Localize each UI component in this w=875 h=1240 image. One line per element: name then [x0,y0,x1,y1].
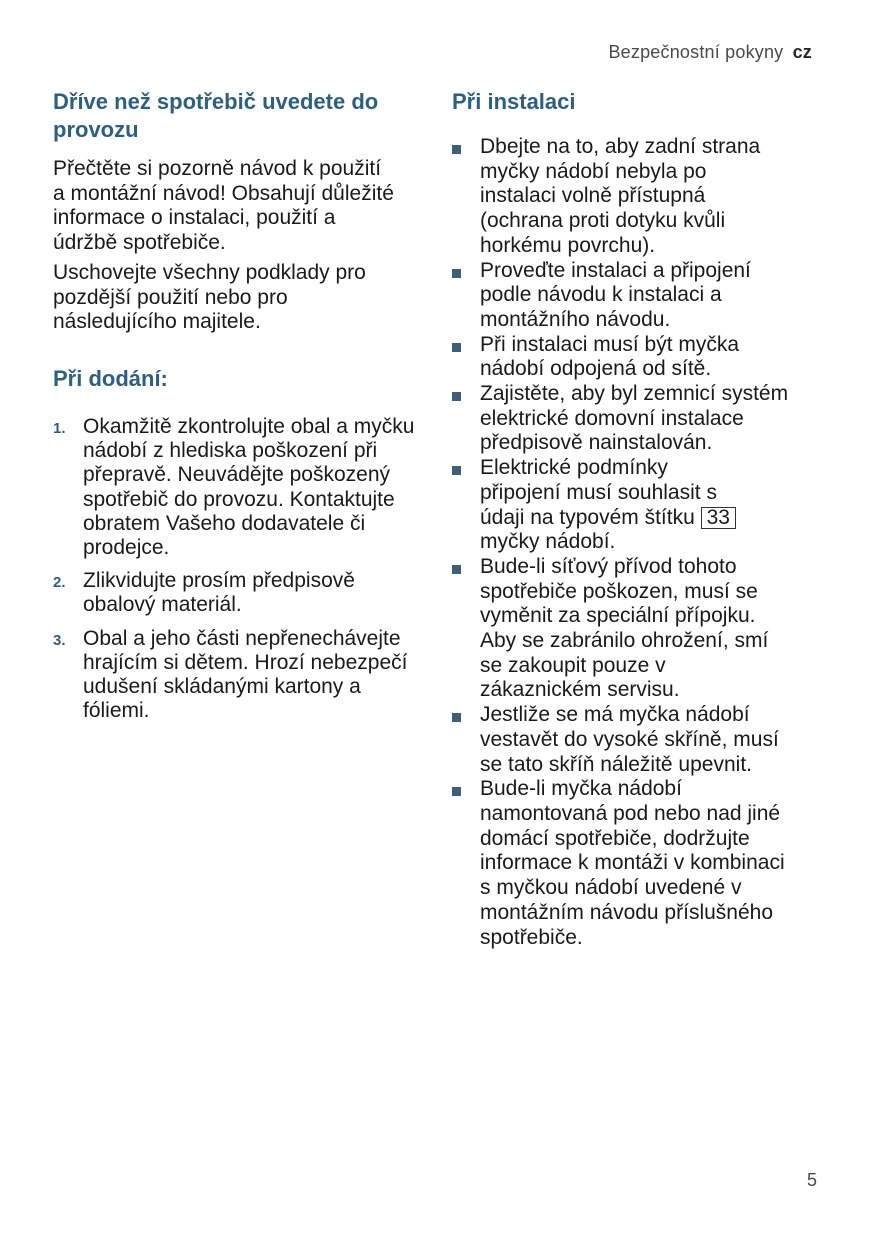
bullet-text: Jestliže se má myčka nádobí vestavět do vysoké skříně, musí se tato skříň náležitě upevnit. [480,703,779,776]
left-column [53,88,418,732]
list-item [452,259,787,333]
step-number: 3. [53,631,66,649]
step-text: Obal a jeho části nepřenechávejte hrajícím si dětem. Hrozí nebezpečí udušení skládanými kartony a fóliemi. [83,626,408,723]
step-number: 2. [53,574,66,592]
square-bullet-icon [452,565,461,574]
square-bullet-icon [452,713,461,722]
heading-delivery: Při dodání: [53,365,168,391]
square-bullet-icon [452,392,461,401]
list-item [53,569,418,617]
list-item [53,627,418,724]
delivery-steps [53,415,418,723]
bullet-text: Elektrické podmínky připojení musí souhlasit s údaji na typovém štítku [480,456,717,529]
installation-bullets [452,135,787,950]
bullet-text: Při instalaci musí být myčka nádobí odpojená od sítě. [480,332,740,381]
right-column [452,88,862,950]
list-item [452,135,787,259]
step-number: 1. [53,419,66,437]
step-text: Zlikvidujte prosím předpisově obalový materiál. [83,569,355,617]
paragraph-read-manual: Přečtěte si pozorně návod k použití a montážní návod! Obsahují důležité informace o instalaci, použití a údržbě spotřebiče. [53,157,394,255]
list-item [452,382,790,456]
square-bullet-icon [452,466,461,475]
square-bullet-icon [452,269,461,278]
bullet-text-end: myčky nádobí. [480,530,616,554]
bullet-text: Bude-li myčka nádobí namontovaná pod nebo nad jiné domácí spotřebiče, dodržujte informace k montáži v kombinaci s myčkou nádobí uvedené v montážním návodu příslušného spotřebiče. [480,777,785,949]
paragraph-keep-documents: Uschovejte všechny podklady pro pozdější použití nebo pro následujícího majitele. [53,260,366,334]
list-item [452,333,787,382]
list-item [53,415,418,560]
language-code: cz [792,42,812,62]
page-number: 5 [806,1170,817,1190]
figure-reference-box: 33 [701,507,736,529]
square-bullet-icon [452,145,461,154]
bullet-text: Proveďte instalaci a připojení podle návodu k instalaci a montážního návodu. [480,258,751,331]
bullet-text: Zajistěte, aby byl zemnicí systém elektrické domovní instalace předpisově nainstalován. [480,382,789,455]
square-bullet-icon [452,343,461,352]
list-item [452,555,787,703]
list-item [452,777,787,950]
section-title: Bezpečnostní pokyny [608,42,784,62]
list-item [452,703,787,777]
bullet-text: Bude-li síťový přívod tohoto spotřebiče poškozen, musí se vyměnit za speciální přípojku. Aby se zabránilo ohrožení, smí se zakoupit pouze v zákaznickém servisu. [480,554,769,702]
step-text: Okamžitě zkontrolujte obal a myčku nádobí z hlediska poškození při přepravě. Neuvádějte poškozený spotřebič do provozu. Kontaktujte obratem Vašeho dodavatele či prodejce. [83,414,415,559]
heading-installation: Při instalaci [452,89,576,114]
square-bullet-icon [452,787,461,796]
heading-before-use: Dříve než spotřebič uvedete do provozu [53,89,379,142]
bullet-text: Dbejte na to, aby zadní strana myčky nádobí nebyla po instalaci volně přístupná (ochrana proti dotyku kvůli horkému povrchu). [480,135,761,257]
running-header [608,42,812,63]
list-item [452,456,750,555]
